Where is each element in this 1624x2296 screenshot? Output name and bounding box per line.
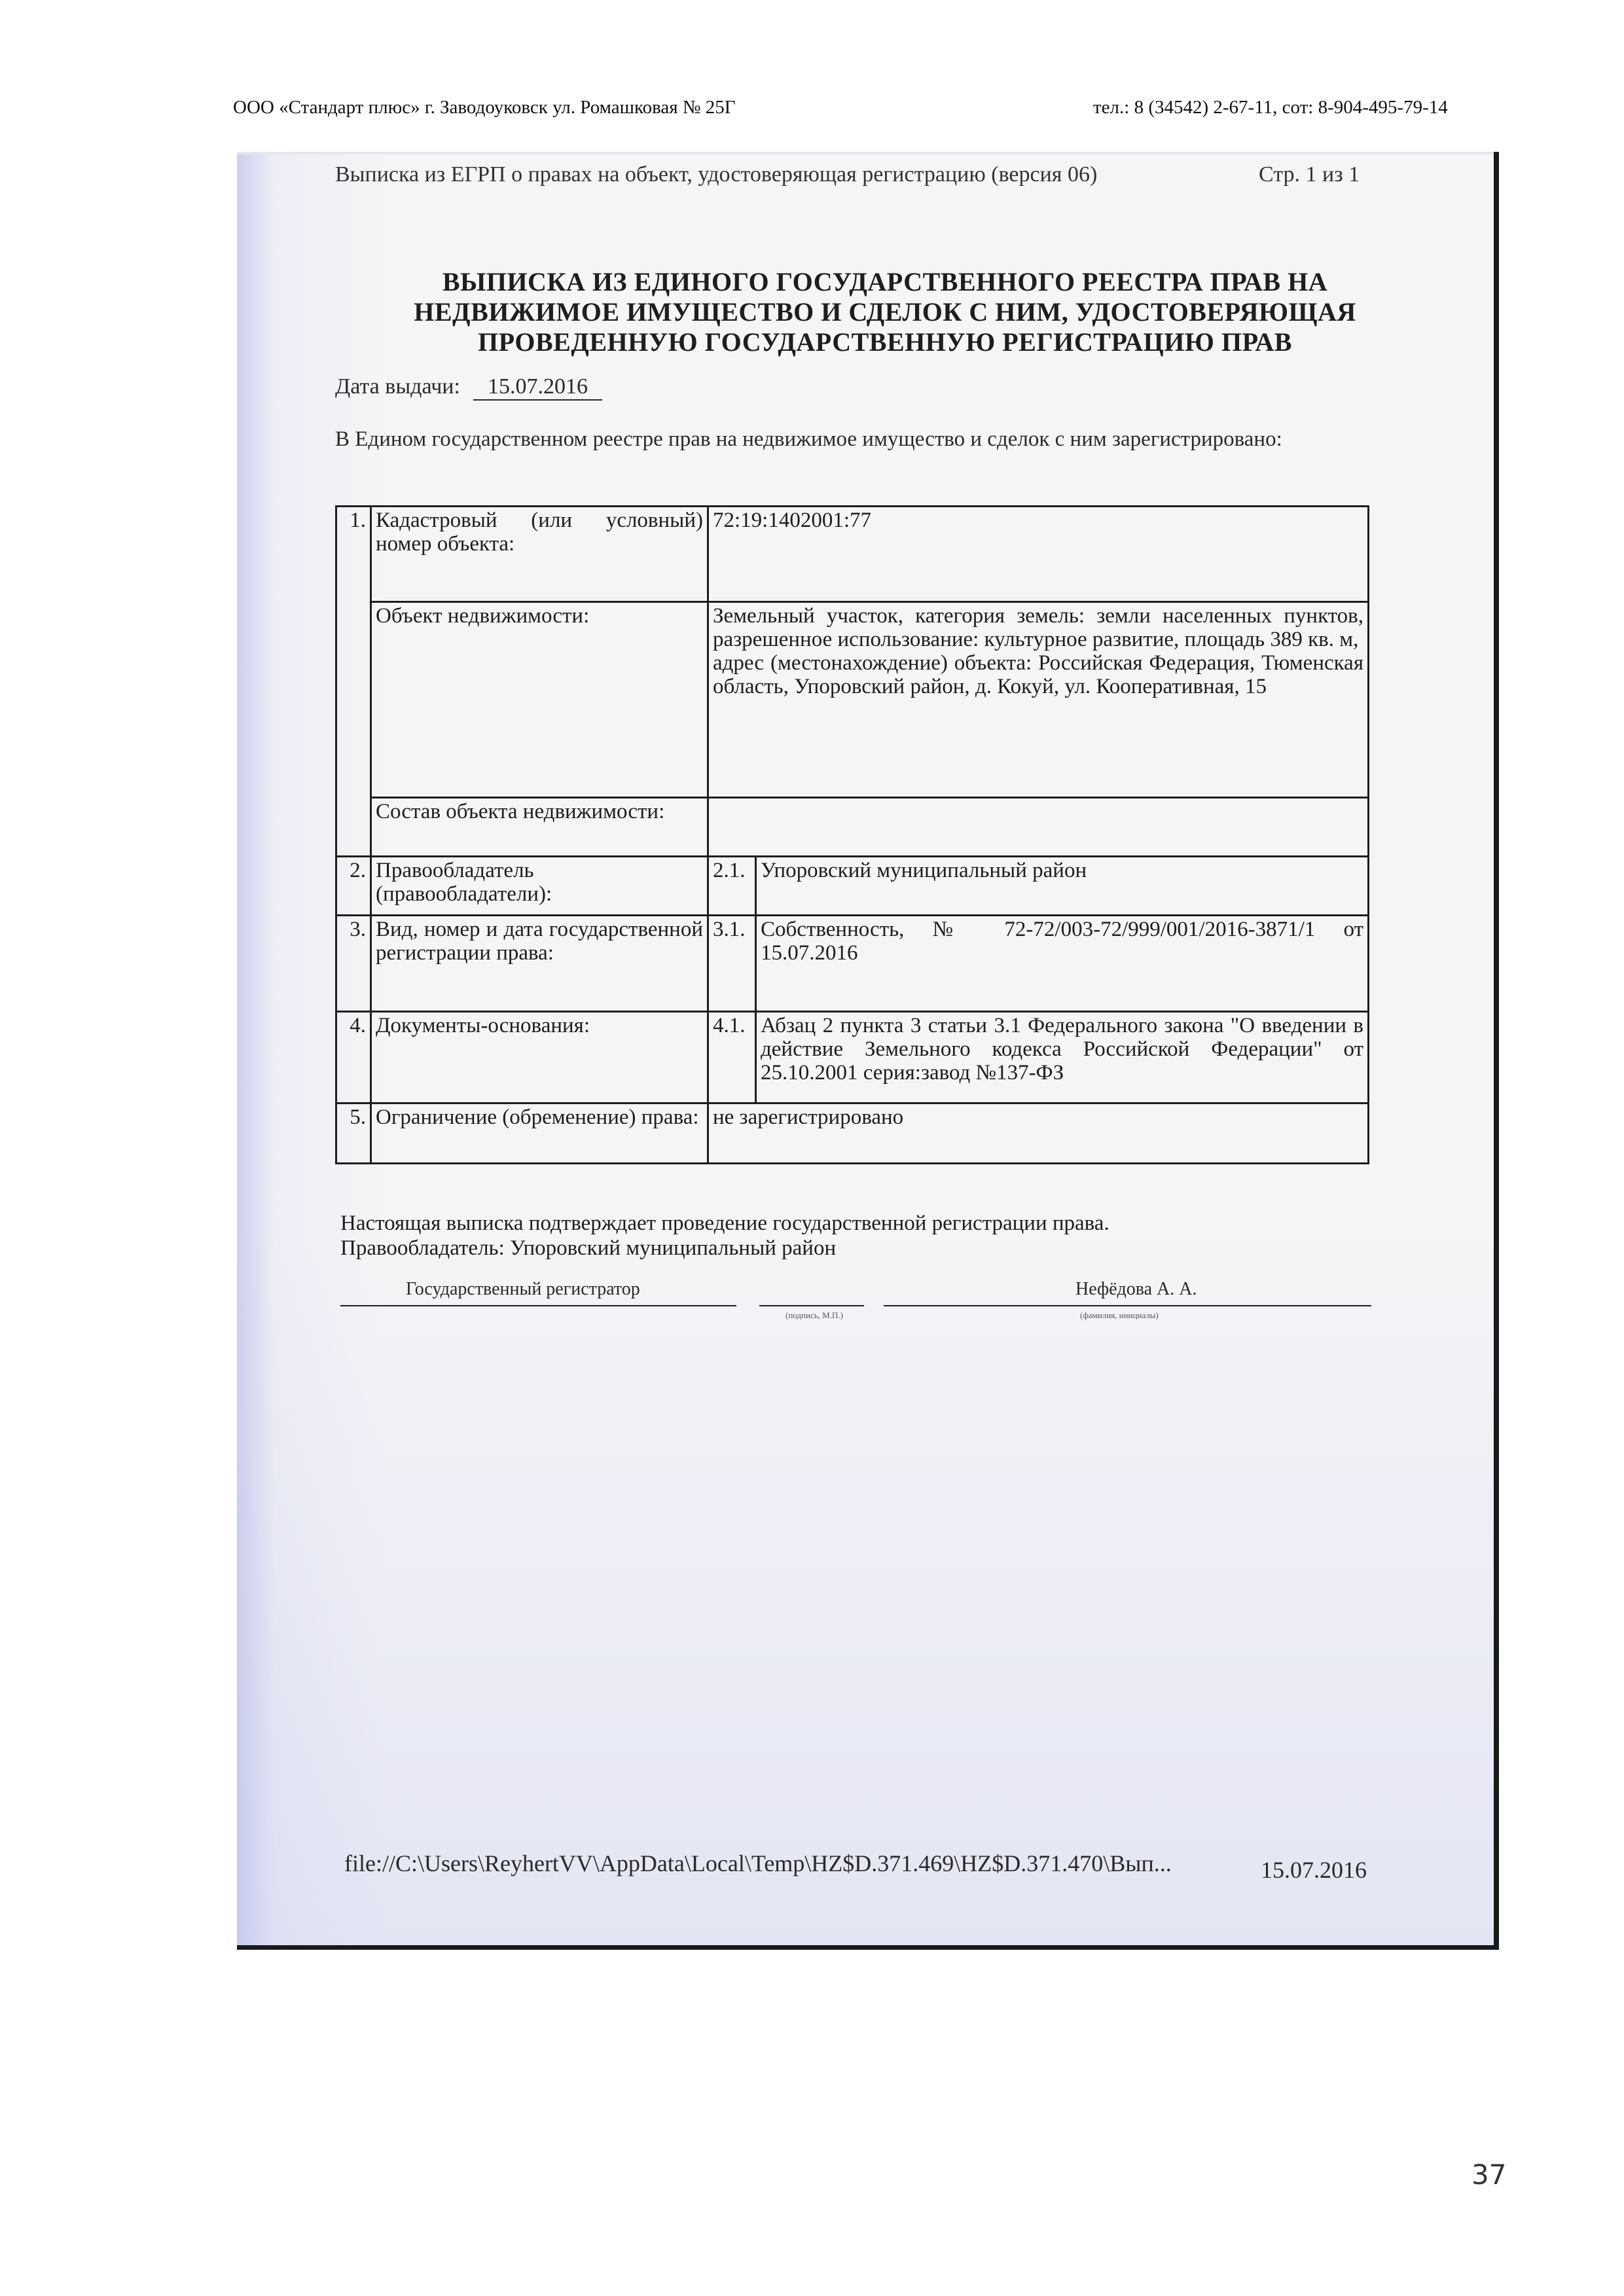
property-address: адрес (местонахождение) объекта: Российская Федерация, Тюменская область, Упоровский район, д. Кокуй, ул. Кооперативная, 15 — [713, 651, 1363, 698]
table-row — [336, 1012, 1369, 1103]
title-line-2: НЕДВИЖИМОЕ ИМУЩЕСТВО И СДЕЛОК С НИМ, УДОСТОВЕРЯЮЩАЯ — [414, 297, 1356, 327]
property-description: Земельный участок, категория земель: земли населенных пунктов, разрешенное использование: культурное развитие, площадь 389 кв. м, — [713, 604, 1363, 651]
encumbrance-value: не зарегистрировано — [708, 1103, 1369, 1164]
row-number: 1. — [336, 507, 371, 857]
file-date-footer: 15.07.2016 — [1261, 1857, 1367, 1883]
registration-type-value: Собственность, № 72-72/003-72/999/001/2016-3871/1 от 15.07.2016 — [756, 916, 1369, 1012]
scan-edge — [237, 152, 1494, 154]
confirmation-text — [340, 1211, 1373, 1261]
right-holder-value: Упоровский муниципальный район — [756, 857, 1369, 916]
signature-block — [340, 1276, 1375, 1329]
table-row — [336, 798, 1369, 857]
title-line-1: ВЫПИСКА ИЗ ЕДИНОГО ГОСУДАРСТВЕННОГО РЕЕСТРА ПРАВ НА — [442, 267, 1328, 296]
scan-header — [335, 162, 1360, 187]
basis-documents-label: Документы-основания: — [371, 1012, 708, 1103]
cadastral-number-label: Кадастровый (или условный) номер объекта: — [371, 507, 708, 602]
table-row — [336, 916, 1369, 1012]
row-number: 2. — [336, 857, 371, 916]
confirmation-line-1: Настоящая выписка подтверждает проведение государственной регистрации права. — [340, 1211, 1110, 1235]
signature-line — [759, 1305, 864, 1306]
scanned-document — [237, 152, 1499, 1950]
confirmation-line-2: Правообладатель: Упоровский муниципальный район — [340, 1236, 837, 1260]
cadastral-number-value: 72:19:1402001:77 — [708, 507, 1369, 602]
scan-page-counter: Стр. 1 из 1 — [1259, 162, 1360, 187]
company-address: ООО «Стандарт плюс» г. Заводоуковск ул. Ромашковая № 25Г — [233, 97, 736, 118]
registrar-title-line — [340, 1305, 736, 1306]
row-number: 4. — [336, 1012, 371, 1103]
issue-date — [335, 374, 602, 401]
registration-type-label: Вид, номер и дата государственной регистрации права: — [371, 916, 708, 1012]
signature-caption: (подпись, М.П.) — [785, 1310, 843, 1320]
title-line-3: ПРОВЕДЕННУЮ ГОСУДАРСТВЕННУЮ РЕГИСТРАЦИЮ ПРАВ — [478, 327, 1292, 357]
intro-text: В Едином государственном реестре прав на недвижимое имущество и сделок с ним зарегистрировано: — [335, 427, 1282, 451]
table-row — [336, 602, 1369, 798]
table-row — [336, 507, 1369, 602]
scan-header-title: Выписка из ЕГРП о правах на объект, удостоверяющая регистрацию (версия 06) — [335, 162, 1098, 187]
name-caption: (фамилия, инициалы) — [1080, 1310, 1159, 1320]
encumbrance-label: Ограничение (обременение) права: — [371, 1103, 708, 1164]
registrar-title: Государственный регистратор — [406, 1279, 640, 1299]
object-composition-value — [708, 798, 1369, 857]
page-number: 37 — [1471, 2159, 1507, 2191]
issue-date-value: 15.07.2016 — [473, 374, 602, 401]
row-number: 5. — [336, 1103, 371, 1164]
file-path-footer: file://C:\Users\ReyhertVV\AppData\Local\Temp\HZ$D.371.469\HZ$D.371.470\Вып... — [344, 1850, 1172, 1876]
row-number: 3. — [336, 916, 371, 1012]
company-phone: тел.: 8 (34542) 2-67-11, сот: 8-904-495-79-14 — [1093, 97, 1448, 118]
document-title — [322, 267, 1448, 357]
property-object-value — [708, 602, 1369, 798]
registry-table — [335, 505, 1369, 1164]
basis-documents-value: Абзац 2 пункта 3 статьи 3.1 Федерального закона "О введении в действие Земельного кодекса Российской Федерации" от 25.10.2001 серия:завод №137-ФЗ — [756, 1012, 1369, 1103]
right-holder-label: Правообладатель (правообладатели): — [371, 857, 708, 916]
table-row — [336, 857, 1369, 916]
issue-date-label: Дата выдачи: — [335, 374, 460, 399]
page-header — [0, 97, 1624, 123]
property-object-label: Объект недвижимости: — [371, 602, 708, 798]
object-composition-label: Состав объекта недвижимости: — [371, 798, 708, 857]
registrar-name: Нефёдова А. А. — [1075, 1279, 1197, 1299]
sub-number: 2.1. — [708, 857, 756, 916]
registrar-name-line — [884, 1305, 1371, 1306]
sub-number: 3.1. — [708, 916, 756, 1012]
table-row — [336, 1103, 1369, 1164]
sub-number: 4.1. — [708, 1012, 756, 1103]
